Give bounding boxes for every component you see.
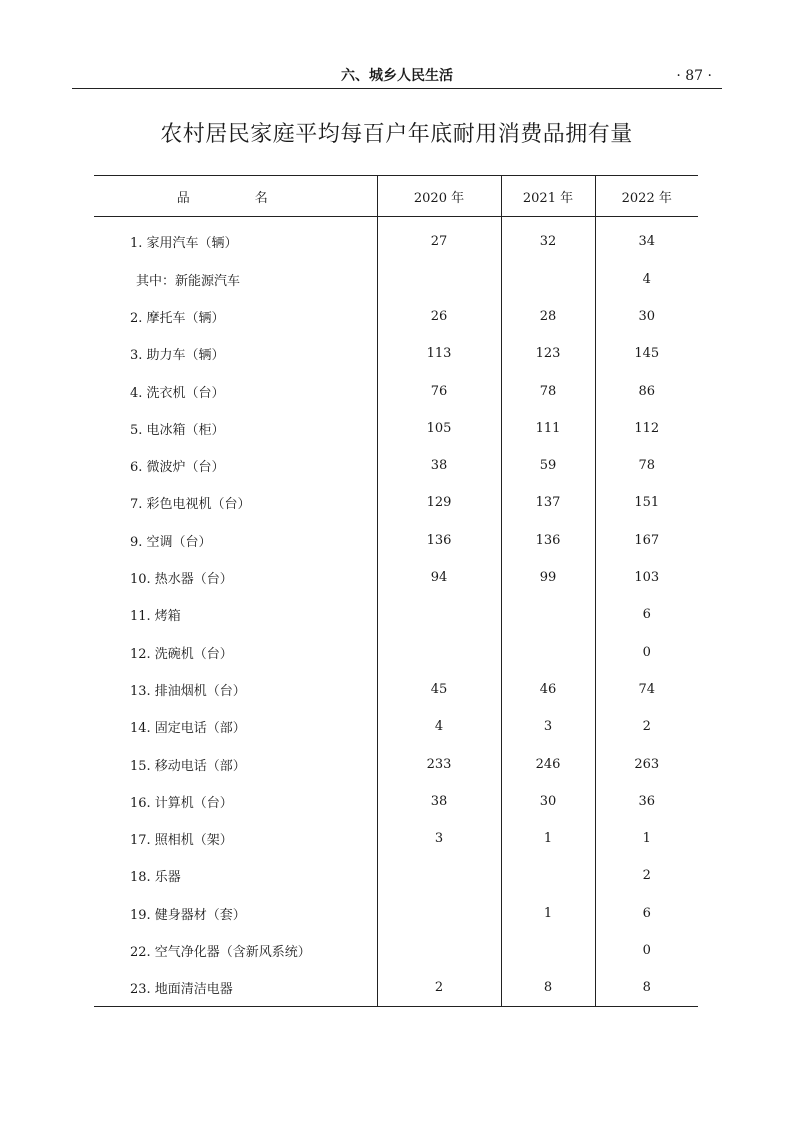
value-2022-cell: 263 <box>595 745 698 782</box>
item-name-cell: 16. 计算机（台） <box>130 795 233 811</box>
item-name-cell: 15. 移动电话（部） <box>130 758 246 774</box>
value-2021-cell: 246 <box>501 745 595 782</box>
value-2020-cell: 129 <box>377 484 501 521</box>
value-2022-cell: 4 <box>595 261 698 298</box>
item-name-cell: 11. 烤箱 <box>130 609 181 625</box>
item-name-cell: 4. 洗衣机（台） <box>130 385 225 401</box>
table-row <box>94 372 698 409</box>
section-title: 六、城乡人民生活 <box>341 68 453 84</box>
value-2020-cell <box>377 633 501 670</box>
item-name-cell: 14. 固定电话（部） <box>130 721 246 737</box>
value-2022-cell: 0 <box>595 633 698 670</box>
value-2022-cell: 167 <box>595 522 698 559</box>
value-2021-cell: 8 <box>501 969 595 1006</box>
table-row <box>94 559 698 596</box>
table-title: 农村居民家庭平均每百户年底耐用消费品拥有量 <box>160 122 633 147</box>
value-2022-cell: 30 <box>595 298 698 335</box>
table-row <box>94 932 698 969</box>
table-row <box>94 820 698 857</box>
table-row <box>94 745 698 782</box>
table-row <box>94 895 698 932</box>
table-row <box>94 522 698 559</box>
value-2020-cell: 233 <box>377 745 501 782</box>
item-name-cell: 10. 热水器（台） <box>130 572 233 588</box>
value-2020-cell <box>377 261 501 298</box>
value-2022-cell: 151 <box>595 484 698 521</box>
value-2020-cell <box>377 857 501 894</box>
value-2021-cell: 30 <box>501 783 595 820</box>
value-2021-cell: 99 <box>501 559 595 596</box>
table-row <box>94 217 698 261</box>
item-name-cell: 17. 照相机（架） <box>130 833 233 849</box>
value-2020-cell: 3 <box>377 820 501 857</box>
value-2020-cell: 27 <box>377 217 501 261</box>
table-row <box>94 671 698 708</box>
value-2022-cell: 6 <box>595 596 698 633</box>
value-2022-cell: 2 <box>595 857 698 894</box>
running-header <box>72 66 722 89</box>
value-2022-cell: 2 <box>595 708 698 745</box>
table-row <box>94 783 698 820</box>
column-header-2021: 2021 年 <box>501 176 595 217</box>
value-2022-cell: 8 <box>595 969 698 1006</box>
value-2020-cell: 4 <box>377 708 501 745</box>
value-2022-cell: 103 <box>595 559 698 596</box>
value-2020-cell: 2 <box>377 969 501 1006</box>
value-2021-cell: 111 <box>501 410 595 447</box>
item-name-cell: 22. 空气净化器（含新风系统） <box>130 944 311 960</box>
column-header-2022: 2022 年 <box>595 176 698 217</box>
table-row <box>94 447 698 484</box>
value-2022-cell: 74 <box>595 671 698 708</box>
value-2020-cell: 105 <box>377 410 501 447</box>
table-row <box>94 633 698 670</box>
data-table <box>94 175 698 1007</box>
table-row <box>94 708 698 745</box>
value-2022-cell: 6 <box>595 895 698 932</box>
value-2021-cell: 123 <box>501 335 595 372</box>
item-name-cell: 7. 彩色电视机（台） <box>130 497 251 513</box>
item-name-cell: 19. 健身器材（套） <box>130 907 246 923</box>
value-2022-cell: 36 <box>595 783 698 820</box>
value-2020-cell: 136 <box>377 522 501 559</box>
value-2022-cell: 86 <box>595 372 698 409</box>
value-2020-cell <box>377 895 501 932</box>
table-row <box>94 298 698 335</box>
value-2021-cell <box>501 261 595 298</box>
value-2021-cell <box>501 932 595 969</box>
value-2020-cell: 38 <box>377 783 501 820</box>
value-2020-cell: 76 <box>377 372 501 409</box>
value-2020-cell: 94 <box>377 559 501 596</box>
item-name-cell: 6. 微波炉（台） <box>130 460 225 476</box>
item-name-cell: 3. 助力车（辆） <box>130 348 225 364</box>
value-2020-cell: 113 <box>377 335 501 372</box>
item-name-cell: 9. 空调（台） <box>130 534 212 550</box>
page-number: · 87 · <box>676 68 712 84</box>
value-2021-cell: 3 <box>501 708 595 745</box>
item-name-cell: 2. 摩托车（辆） <box>130 310 225 326</box>
value-2021-cell: 46 <box>501 671 595 708</box>
value-2022-cell: 145 <box>595 335 698 372</box>
value-2021-cell: 78 <box>501 372 595 409</box>
value-2021-cell <box>501 596 595 633</box>
item-name-cell: 1. 家用汽车（辆） <box>130 236 238 252</box>
table-row <box>94 261 698 298</box>
value-2022-cell: 0 <box>595 932 698 969</box>
column-header-item-name: 品 名 <box>94 176 377 217</box>
value-2022-cell: 34 <box>595 217 698 261</box>
table-header-row <box>94 176 698 217</box>
item-name-cell: 5. 电冰箱（柜） <box>130 422 225 438</box>
value-2021-cell <box>501 633 595 670</box>
value-2020-cell: 45 <box>377 671 501 708</box>
item-name-cell: 12. 洗碗机（台） <box>130 646 233 662</box>
value-2020-cell: 38 <box>377 447 501 484</box>
value-2020-cell <box>377 596 501 633</box>
value-2021-cell: 28 <box>501 298 595 335</box>
value-2022-cell: 112 <box>595 410 698 447</box>
item-name-cell: 18. 乐器 <box>130 870 181 886</box>
value-2022-cell: 78 <box>595 447 698 484</box>
table-row <box>94 484 698 521</box>
value-2021-cell: 1 <box>501 895 595 932</box>
item-name-cell: 23. 地面清洁电器 <box>94 969 377 1006</box>
table-row <box>94 335 698 372</box>
value-2020-cell: 26 <box>377 298 501 335</box>
table-row <box>94 596 698 633</box>
value-2021-cell: 137 <box>501 484 595 521</box>
value-2021-cell: 59 <box>501 447 595 484</box>
value-2021-cell: 136 <box>501 522 595 559</box>
value-2021-cell: 1 <box>501 820 595 857</box>
value-2021-cell: 32 <box>501 217 595 261</box>
value-2021-cell <box>501 857 595 894</box>
item-name-cell: 其中：新能源汽车 <box>136 273 241 289</box>
table-row <box>94 969 698 1006</box>
item-name-cell: 13. 排油烟机（台） <box>130 683 246 699</box>
table-row <box>94 857 698 894</box>
value-2022-cell: 1 <box>595 820 698 857</box>
table-row <box>94 410 698 447</box>
value-2020-cell <box>377 932 501 969</box>
table-body <box>94 217 698 1007</box>
column-header-2020: 2020 年 <box>377 176 501 217</box>
